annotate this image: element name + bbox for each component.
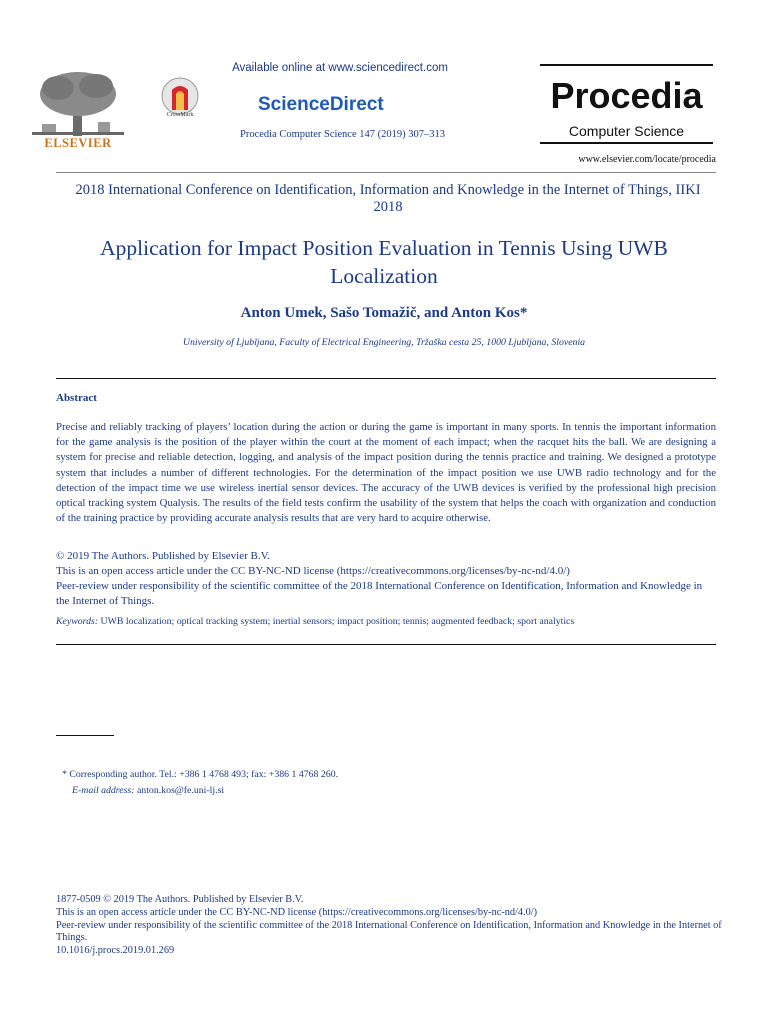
- footer-license-line: This is an open access article under the CC BY-NC-ND license (https://creativecommons.org/licenses/by-nc-nd/4.0/): [56, 906, 538, 918]
- keywords-list: UWB localization; optical tracking system; inertial sensors; impact position; tennis; augmented feedback; sport analytics: [100, 616, 575, 627]
- footer-peer-review-line: Peer-review under responsibility of the scientific committee of the 2018 International Conference on Identification, Information and Knowledge in the Internet of Things.: [56, 919, 722, 944]
- peer-review-line: Peer-review under responsibility of the scientific committee of the 2018 International Conference on Identification, Information and Knowledge in the Internet of Things.: [56, 580, 703, 607]
- elsevier-wordmark: ELSEVIER: [44, 136, 112, 150]
- abstract-bottom-rule: [56, 644, 716, 645]
- crossmark-label: CrossMark: [166, 112, 194, 118]
- abstract-text: Precise and reliably tracking of players’ location during the action or during the game is important in many sports. In tennis the important information for the game analysis is the position of the player within the court at the moment of each impact; when the racquet hits the ball. We are designing a system for precise and reliable detection, logging, and analysis of the impact position during the tennis practice and training. We designed a prototype system that includes a number of different technologies. For the determination of the impact position we use UWB radio technology and for the detection of the impact time we use wireless inertial sensor devices. The accuracy of the UWB devices is verified by the professional high precision optical tracking system Qualysis. The results of the field tests confirm the usability of the system that helps the coach with organization and conduction of the training practice by providing accurate analysis results that are very hard to acquire otherwise.: [56, 421, 716, 525]
- journal-citation: Procedia Computer Science 147 (2019) 307–313: [240, 129, 445, 140]
- copyright-block: [56, 549, 716, 609]
- corresponding-author-note: * Corresponding author. Tel.: +386 1 4768 493; fax: +386 1 4768 260.: [62, 769, 339, 780]
- footnote-divider: [56, 735, 114, 736]
- email-link[interactable]: anton.kos@fe.uni-lj.si: [136, 785, 225, 796]
- abstract-heading: Abstract: [56, 392, 97, 404]
- available-online-link[interactable]: Available online at www.sciencedirect.com: [232, 62, 448, 74]
- page-footer: [56, 894, 726, 958]
- journal-url-link[interactable]: www.elsevier.com/locate/procedia: [578, 154, 716, 165]
- procedia-subtitle: Computer Science: [568, 123, 685, 139]
- author-list: Anton Umek, Sašo Tomažič, and Anton Kos*: [240, 305, 528, 321]
- procedia-logo: [540, 64, 713, 144]
- abstract-top-rule: [56, 378, 716, 379]
- email-label: E-mail address:: [72, 785, 135, 796]
- issn-line: 1877-0509 © 2019 The Authors. Published by Elsevier B.V.: [56, 894, 304, 905]
- license-line: This is an open access article under the CC BY-NC-ND license (https://creativecommons.org/licenses/by-nc-nd/4.0/): [56, 565, 570, 577]
- header-divider: [56, 172, 716, 173]
- paper-title: Application for Impact Position Evaluation in Tennis Using UWB Localization: [100, 236, 668, 288]
- conference-name: 2018 International Conference on Identification, Information and Knowledge in the Internet of Things, IIKI 2018: [75, 182, 701, 215]
- doi-line[interactable]: 10.1016/j.procs.2019.01.269: [56, 945, 175, 957]
- email-note: [72, 785, 224, 796]
- affiliation: University of Ljubljana, Faculty of Electrical Engineering, Tržaška cesta 25, 1000 Ljubljana, Slovenia: [182, 337, 586, 348]
- copyright-line: © 2019 The Authors. Published by Elsevier B.V.: [56, 550, 270, 562]
- sciencedirect-logo[interactable]: ScienceDirect: [258, 94, 384, 115]
- procedia-wordmark: Procedia: [550, 75, 703, 116]
- keywords-label: Keywords:: [56, 616, 99, 627]
- keywords: [56, 616, 716, 627]
